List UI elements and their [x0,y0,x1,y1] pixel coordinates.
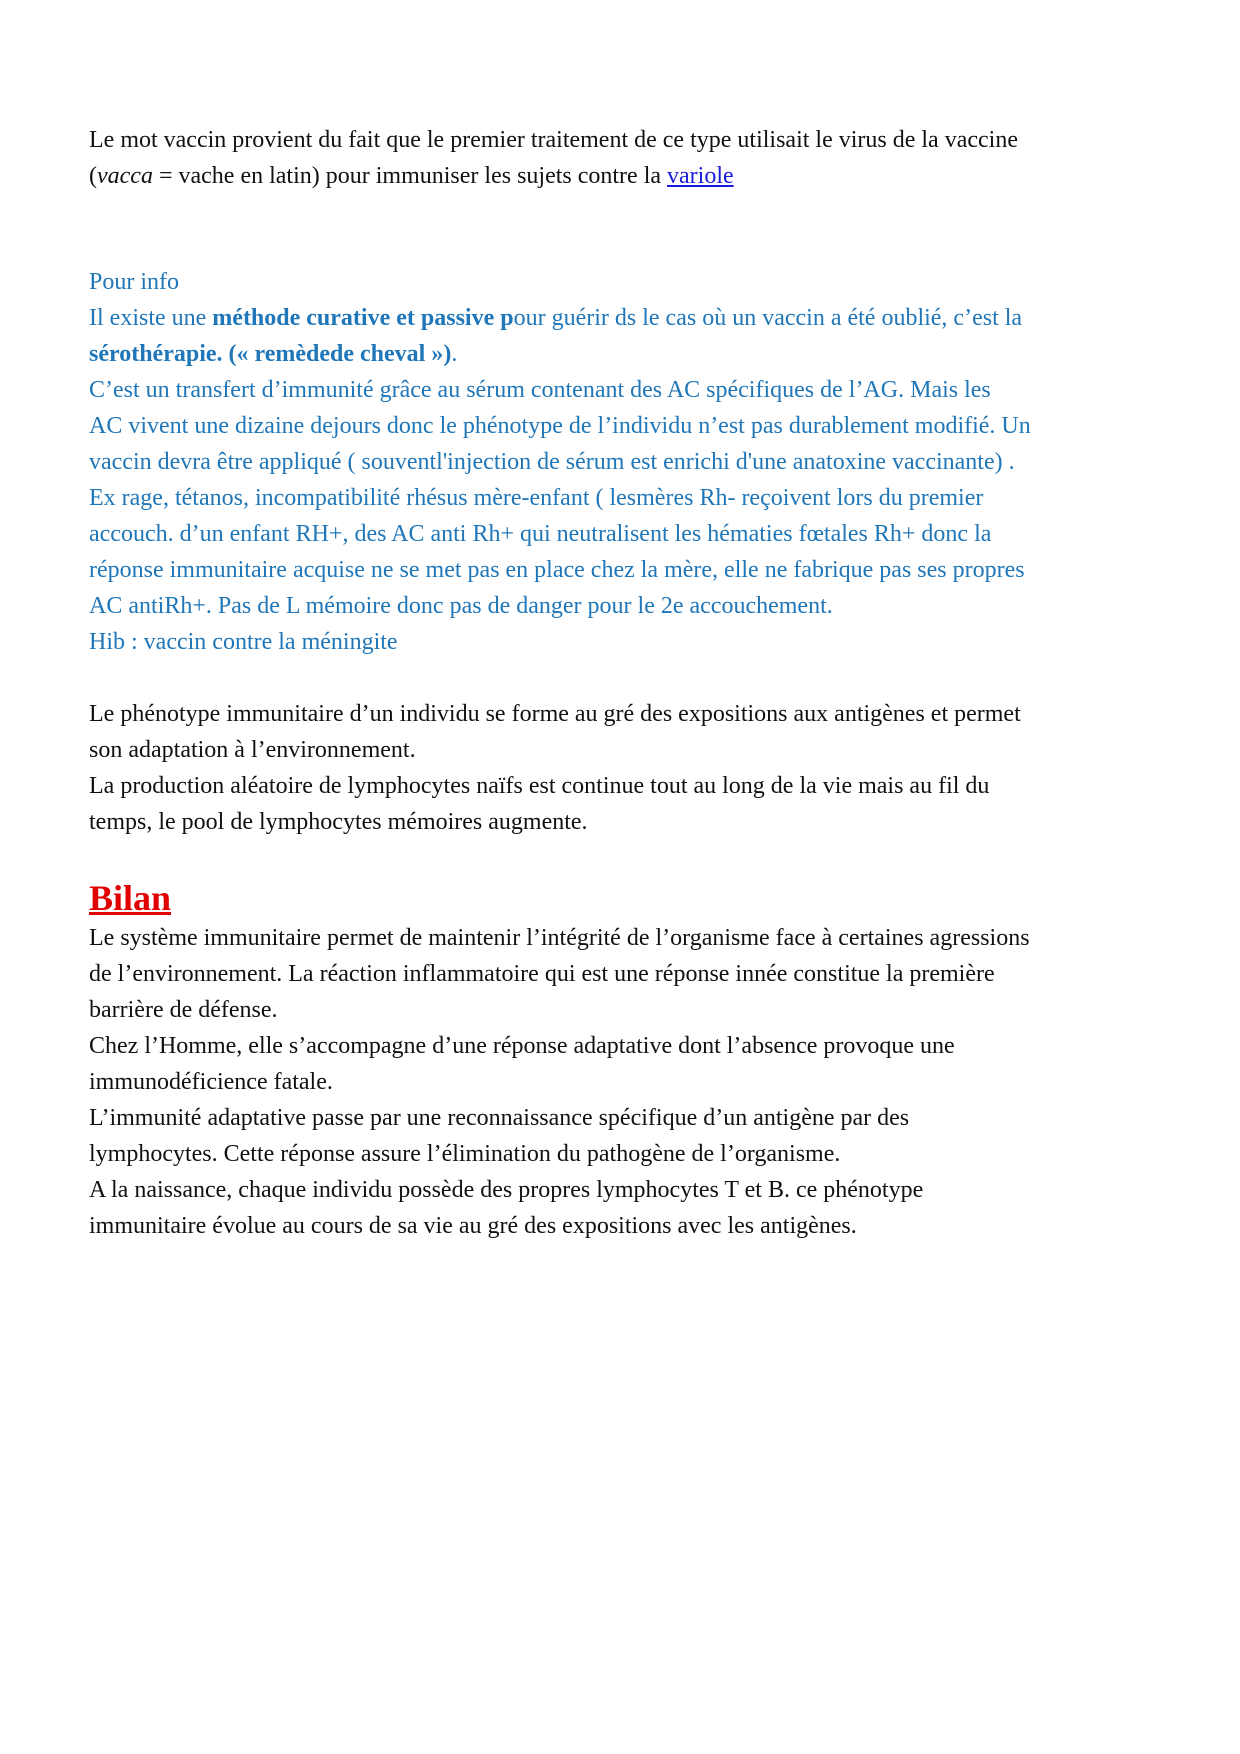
bilan-line: A la naissance, chaque individu possède des propres lymphocytes T et B. ce phénotype [89,1177,924,1203]
latin-term: vacca [97,163,153,189]
bilan-line: immunitaire évolue au cours de sa vie au gré des expositions avec les antigènes. [89,1213,857,1239]
info-line: vaccin devra être appliqué ( souventl'injection de sérum est enrichi d'une anatoxine vaccinante) . [89,449,1015,475]
info-line: réponse immunitaire acquise ne se met pas en place chez la mère, elle ne fabrique pas ses propres [89,557,1025,583]
bilan-line: immunodéficience fatale. [89,1069,333,1095]
phenotype-line: temps, le pool de lymphocytes mémoires augmente. [89,809,588,835]
info-line [89,300,1189,336]
info-line: Ex rage, tétanos, incompatibilité rhésus mère-enfant ( lesmères Rh- reçoivent lors du premier [89,485,984,511]
document-page [89,122,1189,1244]
info-line [89,336,1189,372]
info-line: C’est un transfert d’immunité grâce au sérum contenant des AC spécifiques de l’AG. Mais les [89,377,991,403]
phenotype-paragraph [89,696,1189,840]
info-bold: sérothérapie. (« remèdede cheval ») [89,341,452,367]
bilan-line: de l’environnement. La réaction inflammatoire qui est une réponse innée constitue la première [89,961,995,987]
bilan-line: L’immunité adaptative passe par une reconnaissance spécifique d’un antigène par des [89,1105,910,1131]
info-line: AC vivent une dizaine dejours donc le phénotype de l’individu n’est pas durablement modifié. Un [89,413,1031,439]
bilan-section [89,876,1189,1244]
bilan-line: barrière de défense. [89,997,278,1023]
info-bold: méthode curative et passive p [212,305,514,331]
info-text: . [451,341,458,367]
phenotype-line: son adaptation à l’environnement. [89,737,416,763]
info-section [89,264,1189,660]
intro-line: Le mot vaccin provient du fait que le premier traitement de ce type utilisait le virus de la vaccine [89,127,1018,153]
info-line: accouch. d’un enfant RH+, des AC anti Rh+ qui neutralisent les hématies fœtales Rh+ donc la [89,521,992,547]
intro-text: = vache en latin) pour immuniser les sujets contre la [152,163,668,189]
intro-line [89,158,1189,194]
variole-link[interactable]: variole [667,163,734,189]
info-text: Il existe une [89,305,213,331]
info-text: our guérir ds le cas où un vaccin a été oublié, c’est la [513,305,1023,331]
bilan-line: Chez l’Homme, elle s’accompagne d’une réponse adaptative dont l’absence provoque une [89,1033,955,1059]
info-line: AC antiRh+. Pas de L mémoire donc pas de danger pour le 2e accouchement. [89,593,833,619]
phenotype-line: La production aléatoire de lymphocytes naïfs est continue tout au long de la vie mais au fil du [89,773,990,799]
bilan-line: Le système immunitaire permet de maintenir l’intégrité de l’organisme face à certaines agressions [89,925,1030,951]
intro-paren: ( [89,163,97,189]
info-line: Hib : vaccin contre la méningite [89,629,398,655]
intro-paragraph [89,122,1189,194]
bilan-line: lymphocytes. Cette réponse assure l’élimination du pathogène de l’organisme. [89,1141,841,1167]
bilan-heading: Bilan [89,878,172,918]
info-heading: Pour info [89,269,179,295]
phenotype-line: Le phénotype immunitaire d’un individu se forme au gré des expositions aux antigènes et permet [89,701,1021,727]
